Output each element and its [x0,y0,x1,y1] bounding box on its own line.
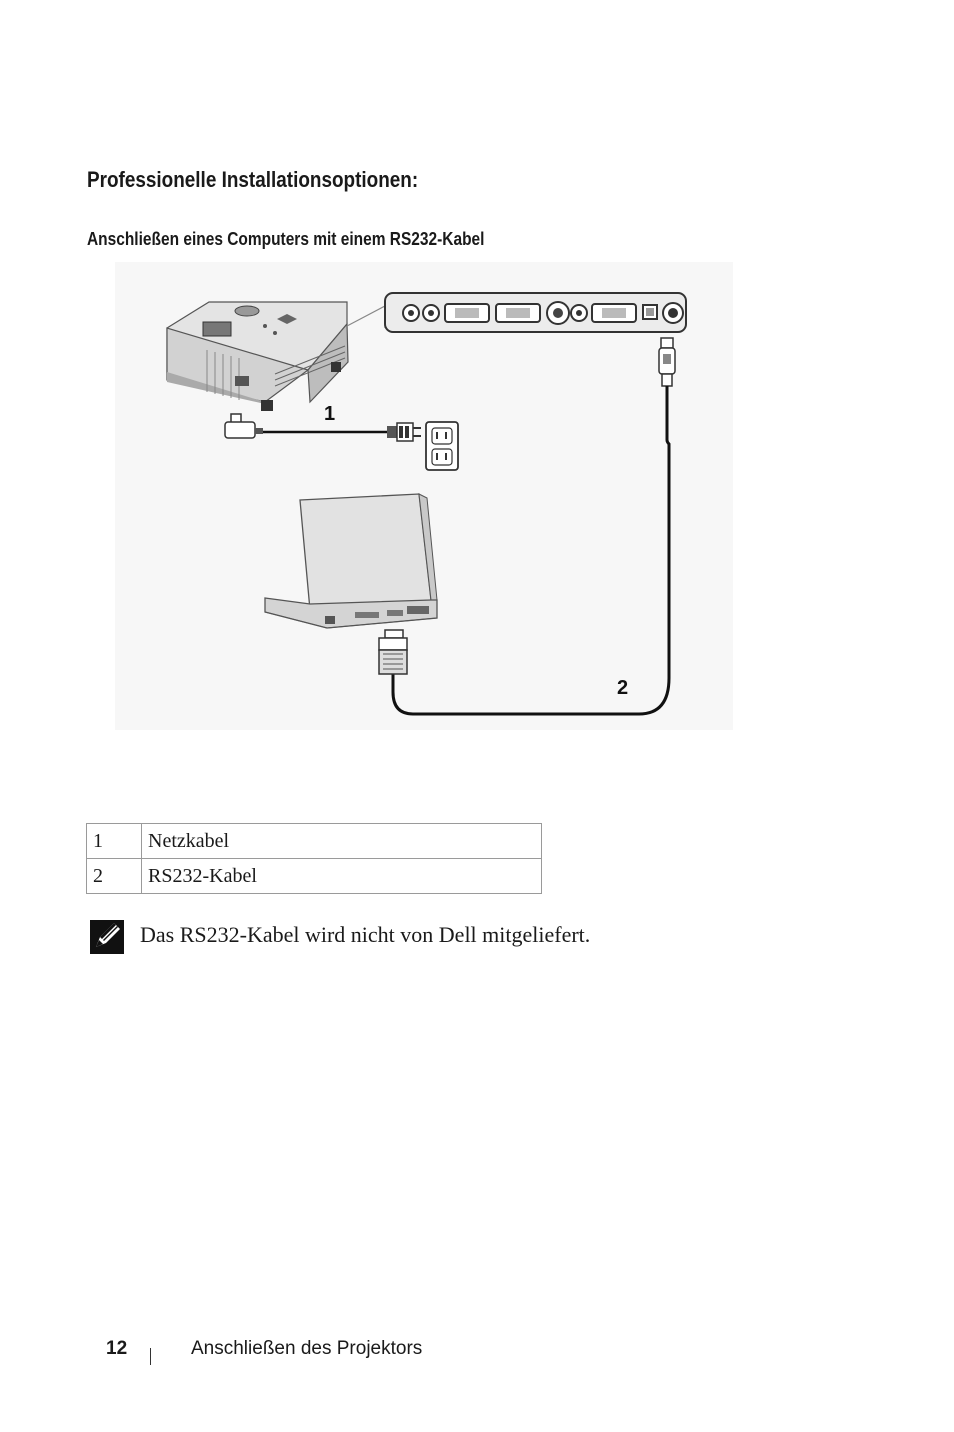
legend-table [86,823,542,894]
mini-din-connector-icon [659,338,675,386]
legend-number: 2 [87,859,142,894]
legend-label: RS232-Kabel [142,859,542,894]
callout-2: 2 [617,677,629,699]
note-text: Das RS232-Kabel wird nicht von Dell mitgeliefert. [140,922,591,947]
footer-section-title: Anschließen des Projektors [191,1338,423,1359]
note-pencil-icon [90,920,124,954]
legend-number: 1 [87,824,142,859]
footer-divider [150,1348,151,1365]
page-number: 12 [106,1338,128,1359]
table-row [87,824,542,859]
connection-diagram [115,262,733,730]
table-row [87,859,542,894]
power-outlet-icon [426,422,458,470]
section-subtitle: Anschließen eines Computers mit einem RS232-Kabel [87,229,485,249]
callout-1: 1 [324,403,336,425]
page-title: Professionelle Installationsoptionen: [87,167,419,192]
legend-label: Netzkabel [142,824,542,859]
rear-panel-icon [385,293,686,332]
